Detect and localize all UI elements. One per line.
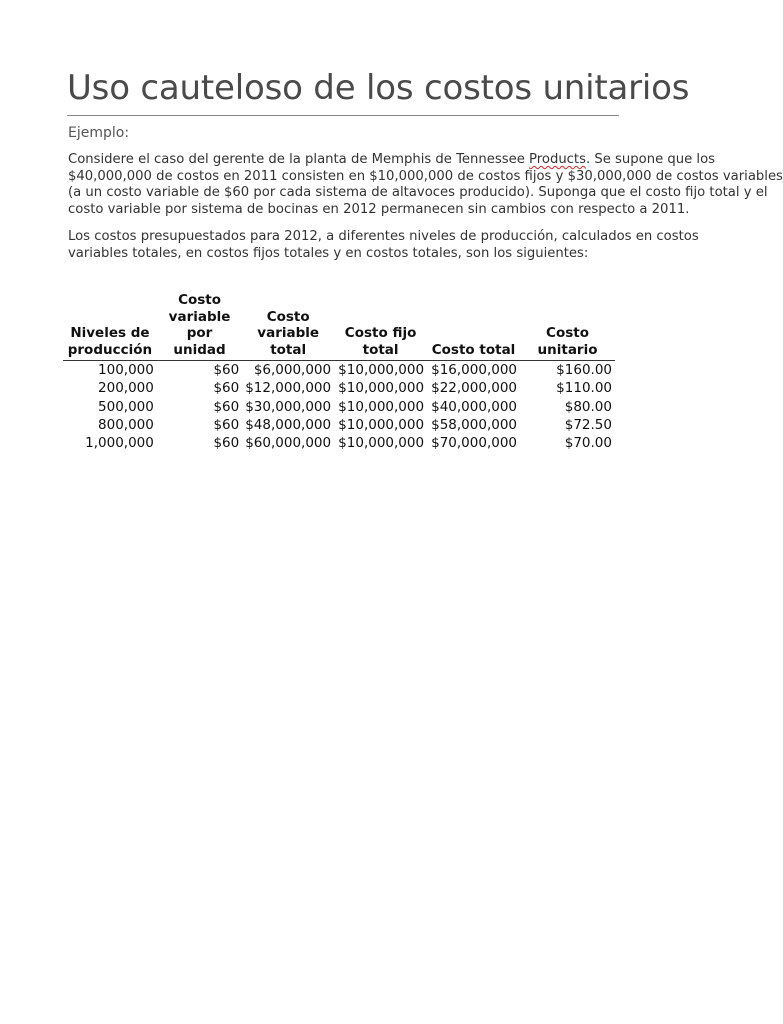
cell-variable-cost-per-unit: $60	[213, 398, 240, 415]
cell-unit-cost: $80.00	[564, 398, 612, 415]
cell-total-cost: $22,000,000	[431, 380, 518, 397]
cell-total-cost: $40,000,000	[431, 398, 518, 415]
example-label: Ejemplo:	[68, 125, 130, 141]
cell-total-fixed-cost: $10,000,000	[338, 398, 425, 415]
cell-total-variable-cost: $6,000,000	[253, 362, 332, 378]
cost-table	[63, 292, 615, 452]
cell-variable-cost-per-unit: $60	[213, 362, 240, 378]
cell-variable-cost-per-unit: $60	[213, 416, 240, 433]
cell-total-fixed-cost: $10,000,000	[338, 435, 425, 452]
page-title: Uso cauteloso de los costos unitarios	[67, 68, 690, 108]
budget-line-1: Los costos presupuestados para 2012, a diferentes niveles de producción, calculados en costos	[68, 229, 699, 244]
table-row	[63, 434, 615, 452]
table-row	[63, 398, 615, 416]
title-divider	[67, 115, 619, 116]
cell-variable-cost-per-unit: $60	[213, 435, 240, 452]
visible-region	[67, 60, 783, 460]
header-total-variable-cost: Costo variable total	[242, 292, 334, 361]
table-row	[63, 379, 615, 397]
cell-total-cost: $58,000,000	[431, 416, 518, 433]
header-total-cost: Costo total	[427, 292, 520, 361]
misspelled-word: Products	[529, 152, 586, 167]
header-total-fixed-cost: Costo fijo total	[334, 292, 427, 361]
header-variable-cost-per-unit: Costo variable por unidad	[157, 292, 242, 361]
intro-paragraph	[68, 152, 783, 218]
cell-total-fixed-cost: $10,000,000	[338, 416, 425, 433]
cell-production-level: 100,000	[98, 362, 154, 378]
intro-line-1: Considere el caso del gerente de la planta de Memphis de Tennessee Products. Se supone que los	[68, 152, 716, 167]
budget-paragraph	[68, 229, 699, 262]
cell-production-level: 200,000	[98, 380, 154, 397]
cell-total-cost: $16,000,000	[431, 362, 518, 378]
header-production-levels: Niveles de producción	[63, 292, 157, 361]
cell-unit-cost: $72.50	[564, 416, 612, 433]
intro-line-2: $40,000,000 de costos en 2011 consisten en $10,000,000 de costos fijos y $30,000,000 de costos variables	[68, 168, 783, 184]
cell-production-level: 1,000,000	[85, 435, 154, 452]
budget-line-2: variables totales, en costos fijos totales y en costos totales, son los siguientes:	[68, 245, 589, 261]
cell-total-variable-cost: $12,000,000	[245, 380, 332, 397]
cell-variable-cost-per-unit: $60	[213, 380, 240, 397]
cell-total-fixed-cost: $10,000,000	[338, 362, 425, 378]
table-header-row	[63, 292, 615, 361]
cell-total-variable-cost: $30,000,000	[245, 398, 332, 415]
cell-total-cost: $70,000,000	[431, 435, 518, 452]
cell-production-level: 500,000	[98, 398, 154, 415]
cell-unit-cost: $70.00	[564, 435, 612, 452]
cell-unit-cost: $110.00	[556, 380, 612, 397]
cell-production-level: 800,000	[98, 416, 154, 433]
header-unit-cost: Costo unitario	[520, 292, 615, 361]
table-row	[63, 361, 615, 380]
cell-total-variable-cost: $60,000,000	[245, 435, 332, 452]
table-row	[63, 416, 615, 434]
intro-line-3: (a un costo variable de $60 por cada sistema de altavoces producido). Suponga que el costo fijo total y el	[68, 185, 768, 200]
intro-line-4: costo variable por sistema de bocinas en 2012 permanecen sin cambios con respecto a 2011.	[68, 201, 690, 217]
cell-total-fixed-cost: $10,000,000	[338, 380, 425, 397]
cell-total-variable-cost: $48,000,000	[245, 416, 332, 433]
cell-unit-cost: $160.00	[556, 362, 612, 378]
